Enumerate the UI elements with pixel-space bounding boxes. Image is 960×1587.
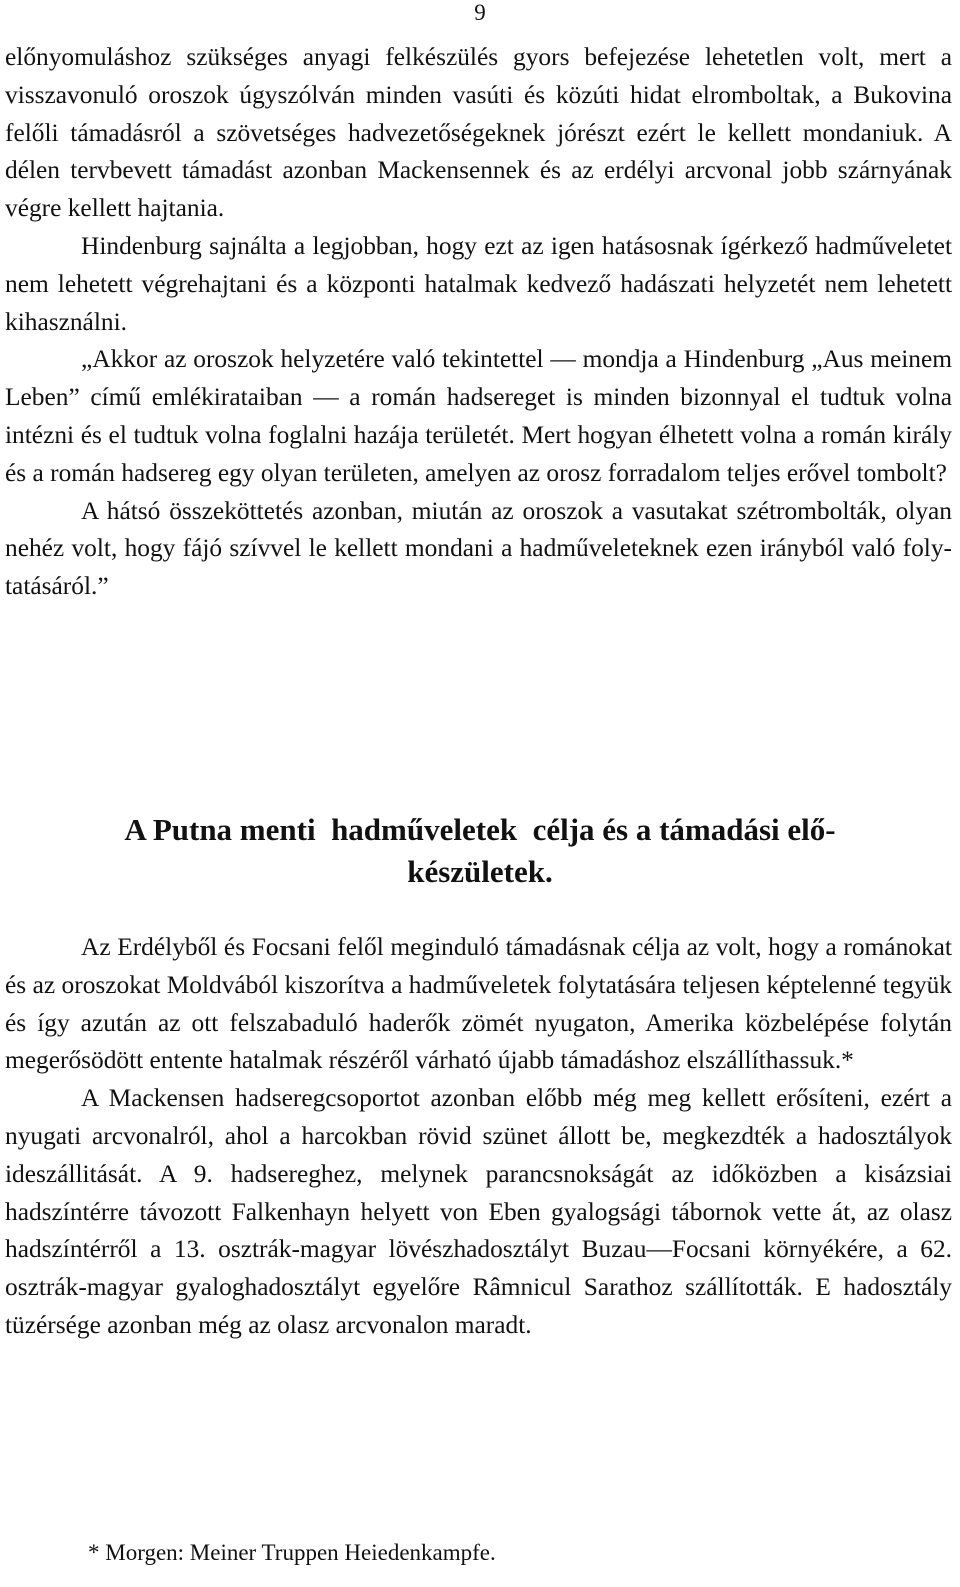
- paragraph-reinforcement: A Mackensen hadseregcsoportot azonban előbb még meg kellett erősíteni, ezért a nyugati arcvonalról, ahol a harcokban rövid szünet állott be, megkezdték a hadosztályok ideszállitását. A 9. hadsereghez, melynek parancsnokságát az időközben a kisázsiai hadszíntérre távozott Falkenhayn helyett von Eben gyalogsági tábornok vette át, az olasz hadszíntérről a 13. osztrák-magyar lövészhadosztályt Buzau—Focsani környékére, a 62. osztrák-magyar gyaloghadosztályt egyelőre Râmnicul Sarathoz szállították. E hadosztály tüzérsége azonban még az olasz arcvonalon maradt.: [5, 1084, 952, 1339]
- section-heading-line-2: készületek.: [407, 854, 553, 889]
- page-number: 9: [474, 0, 486, 25]
- body-text-top: [5, 39, 952, 606]
- paragraph-attack-goal: Az Erdélyből és Focsani felől meginduló támadásnak célja az volt, hogy a románokat és az oroszokat Moldvából kiszorítva a hadműveletek folytatására teljesen képtelenné tegyük és így azután az ott felszabaduló haderők zömét nyugaton, Amerika közbelépése folytán megerősödött entente hatalmak részéről várható újabb támadáshoz elszállíthassuk.*: [5, 933, 952, 1075]
- section-heading: [0, 809, 960, 893]
- section-heading-line-1: A Putna menti hadműveletek célja és a támadási elő-: [124, 812, 836, 847]
- body-text-bottom: [5, 929, 952, 1345]
- paragraph-quote-end: A hátsó összeköttetés azonban, miután az oroszok a vasutakat szétrombolták, olyan nehéz volt, hogy fájó szívvel le kellett mondani a hadműveleteknek ezen irányból való folytatásáról.”: [5, 496, 952, 601]
- paragraph-continuation: előnyomuláshoz szükséges anyagi felkészülés gyors befejezése lehetetlen volt, mert a visszavonuló oroszok úgyszólván minden vasúti és közúti hidat elromboltak, a Bukovina felőli támadásról a szövetséges hadvezetőségeknek jórészt ezért le kellett mondaniuk. A délen tervbevett támadást azonban Mackensennek és az erdélyi arcvonal jobb szárnyának végre kellett hajtania.: [5, 43, 952, 223]
- paragraph-hindenburg: Hindenburg sajnálta a legjobban, hogy ezt az igen hatásosnak ígérkező hadműveletet nem lehetett végrehajtani és a központi hatalmak kedvező hadászati helyzetét nem lehetett kihasználni.: [5, 231, 952, 336]
- footnote: * Morgen: Meiner Truppen Heiedenkampfe.: [88, 1540, 496, 1565]
- paragraph-quote: „Akkor az oroszok helyzetére való tekintettel — mondja a Hindenburg „Aus meinem Leben” című emlékirataiban — a román hadsereget is minden bizonnyal el tudtuk volna intézni és el tudtuk volna foglalni hazája területét. Mert hogyan élhetett volna a román király és a román hadsereg egy olyan területen, amelyen az orosz forradalom teljes erővel tombolt?: [5, 345, 952, 487]
